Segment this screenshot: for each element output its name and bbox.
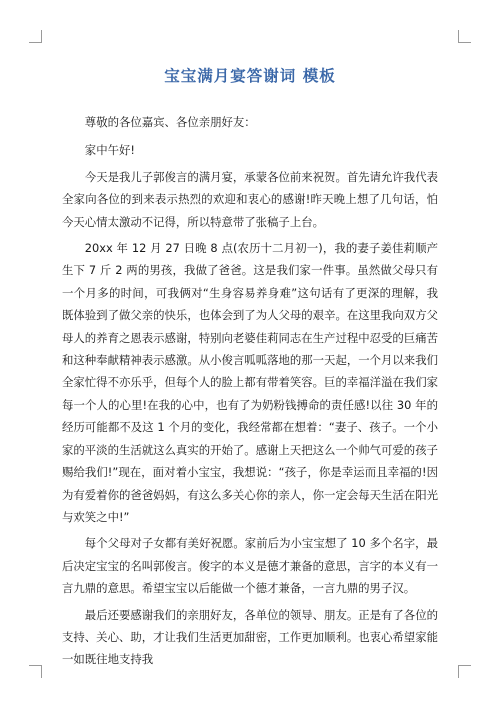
paragraph-2: 20xx 年 12 月 27 日晚 8 点(农历十二月初一)，我的妻子姜佳莉顺产生下 7 斤 2 两的男孩，我做了爸爸。这是我们家一件事。虽然做父母只有一个月多的时间，可我俩对“生身容易养身难”这句话有了更深的理解，我既体验到了做父亲的快乐，也体会到了为人父母的艰辛。在这里我向双方父母人的养育之恩表示感谢，特别向老婆佳莉同志在生产过程中忍受的巨痛苦和这种奉献精神表示感激。从小俊言呱呱落地的那一天起，一个月以来我们全家忙得不亦乐乎，但每个人的脸上都有带着笑容。巨的幸福洋溢在我们家每一个人的心里!在我的心中，也有了为奶粉钱搏命的责任感!以往 30 年的经历可能都不及这 1 个月的变化，我经常都在想着：“妻子、孩子。一个小家的平淡的生活就这么真实的开始了。感谢上天把这么一个帅气可爱的孩子赐给我们!”现在，面对着小宝宝，我想说：“孩子，你是幸运而且幸福的!因为有爱着你的爸爸妈妈，有这么多关心你的亲人，你一定会每天生活在阳光与欢笑之中!” bbox=[62, 241, 438, 524]
salutation: 尊敬的各位嘉宾、各位亲朋好友： bbox=[84, 115, 256, 129]
document-body bbox=[62, 111, 438, 675]
greeting: 家中午好! bbox=[84, 143, 135, 158]
crop-mark-top-left bbox=[29, 30, 42, 43]
crop-mark-top-right bbox=[458, 30, 471, 43]
document-title: 宝宝满月宴答谢词 模板 bbox=[164, 67, 336, 85]
paragraph-3: 每个父母对子女都有美好祝愿。家前后为小宝宝想了 10 多个名字，最后决定宝宝的名叫郭俊言。俊字的本义是德才兼备的意思，言字的本义有一言九鼎的意思。希望宝宝以后能做一个德才兼备，一言九鼎的男子汉。 bbox=[62, 536, 438, 596]
crop-mark-bottom-left bbox=[29, 665, 42, 678]
crop-mark-bottom-right bbox=[458, 665, 471, 678]
paragraph-1: 今天是我儿子郭俊言的满月宴，承蒙各位前来祝贺。首先请允许我代表全家向各位的到来表示热烈的欢迎和衷心的感谢!昨天晚上想了几句话，怕今天心情太激动不记得，所以特意带了张稿子上台。 bbox=[62, 169, 438, 229]
paragraph-4: 最后还要感谢我们的亲朋好友，各单位的领导、朋友。正是有了各位的支持、关心、助，才让我们生活更加甜密，工作更加顺利。也衷心希望家能一如既往地支持我 bbox=[62, 607, 438, 667]
